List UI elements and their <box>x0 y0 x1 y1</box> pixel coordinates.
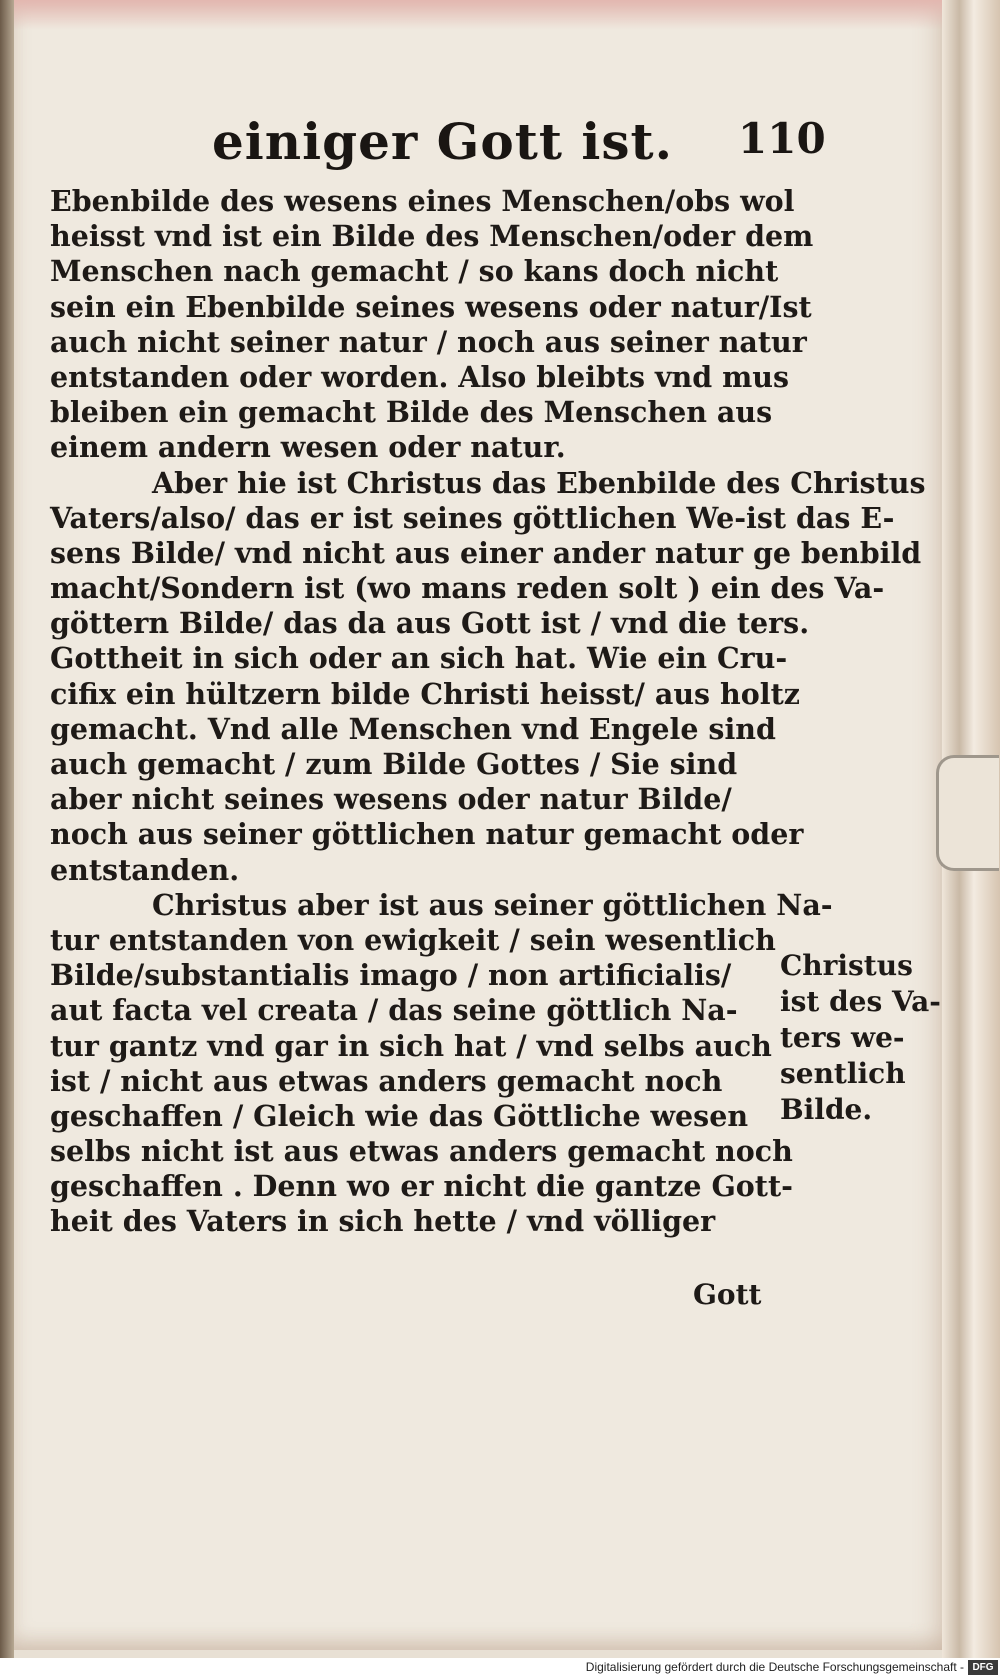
text-line: Gottheit in sich oder an sich hat. Wie ein Cru- <box>50 641 788 676</box>
text-line: göttern Bilde/ das da aus Gott ist / vnd die ters. <box>50 606 810 641</box>
text-line: bleiben ein gemacht Bilde des Menschen aus <box>50 395 773 430</box>
text-line: Vaters/also/ das er ist seines göttlichen We-ist das E- <box>50 500 895 535</box>
text-line: entstanden oder worden. Also bleibts vnd mus <box>50 359 790 394</box>
margin-note <box>780 948 941 1128</box>
text-line: sens Bilde/ vnd nicht aus einer ander natur ge benbild <box>50 535 922 570</box>
text-line: geschaffen . Denn wo er nicht die gantze Gott- <box>50 1169 793 1204</box>
book-spine-edge <box>0 0 14 1660</box>
page-number: 110 <box>738 114 826 163</box>
text-line: entstanden. <box>50 852 240 887</box>
footer-bar <box>0 1658 1000 1678</box>
text-line: auch gemacht / zum Bilde Gottes / Sie sind <box>50 747 738 781</box>
text-line: Menschen nach gemacht / so kans doch nicht <box>50 254 779 289</box>
text-line: cifix ein hültzern bilde Christi heisst/ aus holtz <box>50 676 800 711</box>
text-line: Christus aber ist aus seiner göttlichen Na- <box>152 887 833 922</box>
margin-note-line: ist des Va- <box>780 985 941 1018</box>
text-line: selbs nicht ist aus etwas anders gemacht noch <box>50 1134 793 1169</box>
catch-word: Gott <box>693 1278 762 1311</box>
text-line: ist / nicht aus etwas anders gemacht noch <box>50 1063 723 1098</box>
text-line: sein ein Ebenbilde seines wesens oder natur/Ist <box>50 289 812 324</box>
text-line: macht/Sondern ist (wo mans reden solt ) ein des Va- <box>50 571 885 606</box>
margin-note-line: ters we- <box>780 1021 905 1054</box>
text-line: einem andern wesen oder natur. <box>50 430 566 465</box>
text-line: aut facta vel creata / das seine göttlich Na- <box>50 993 738 1028</box>
margin-note-line: sentlich <box>780 1057 906 1090</box>
page-top-edge <box>14 0 949 30</box>
text-line: Bilde/substantialis imago / non artificialis/ <box>50 958 732 993</box>
margin-note-line: Christus <box>780 949 913 982</box>
text-line: heit des Vaters in sich hette / vnd völliger <box>50 1204 716 1239</box>
text-line: tur entstanden von ewigkeit / sein wesentlich <box>50 922 776 957</box>
dfg-logo: DFG <box>968 1660 998 1675</box>
text-line: heisst vnd ist ein Bilde des Menschen/oder dem <box>50 219 814 254</box>
text-line: gemacht. Vnd alle Menschen vnd Engele sind <box>50 711 776 746</box>
text-line: auch nicht seiner natur / noch aus seiner natur <box>50 324 807 359</box>
text-line: noch aus seiner göttlichen natur gemacht oder <box>50 817 804 852</box>
page-header <box>200 112 826 182</box>
running-title: einiger Gott ist. <box>212 112 673 171</box>
page-tab <box>936 755 999 871</box>
text-line: Aber hie ist Christus das Ebenbilde des Christus <box>152 465 926 500</box>
footer-credit: Digitalisierung gefördert durch die Deutsche Forschungsgemeinschaft - <box>585 1660 964 1674</box>
text-line: Ebenbilde des wesens eines Menschen/obs wol <box>50 184 795 218</box>
text-line: geschaffen / Gleich wie das Göttliche wesen <box>50 1098 749 1133</box>
margin-note-line: Bilde. <box>780 1093 873 1126</box>
text-line: tur gantz vnd gar in sich hat / vnd selbs auch <box>50 1028 772 1063</box>
text-line: aber nicht seines wesens oder natur Bilde/ <box>50 782 732 817</box>
